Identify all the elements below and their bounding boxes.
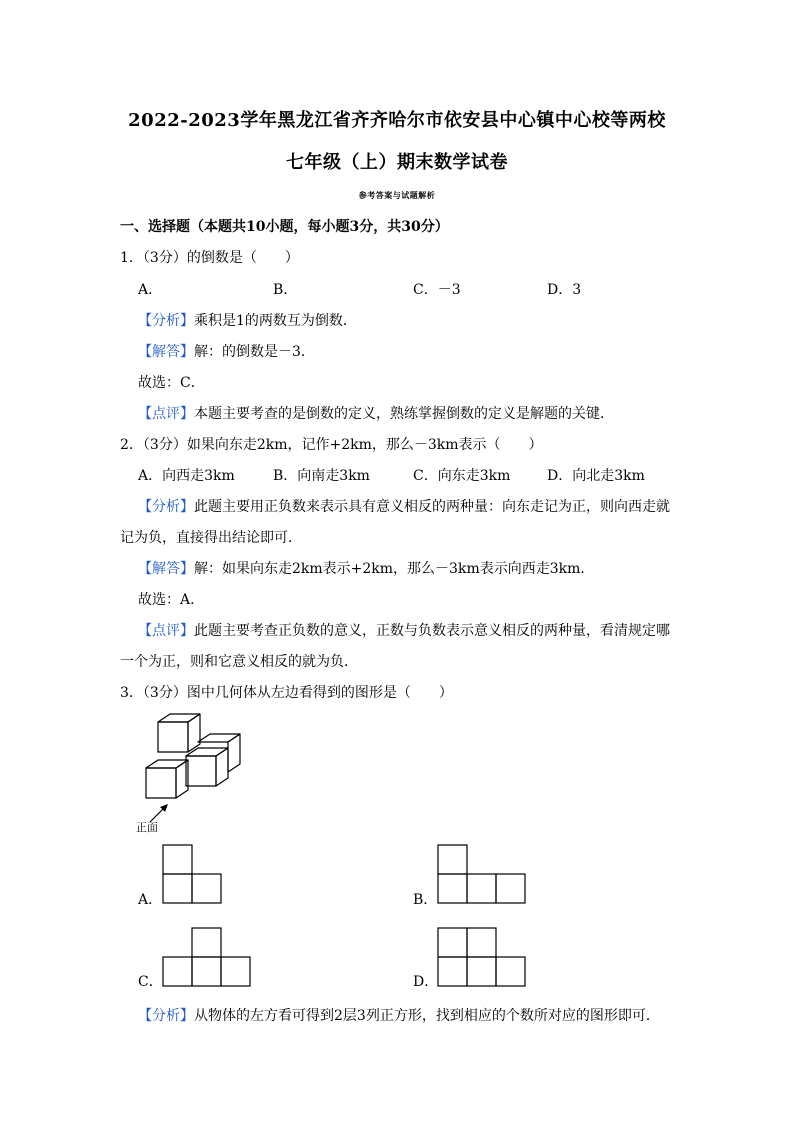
q2-answer-text: 解：如果向东走2km表示+2km，那么－3km表示向西走3km． (194, 561, 595, 577)
option-b-figure (437, 844, 526, 904)
analysis-tag: 【分析】 (138, 1008, 194, 1024)
title-line-1: 2022-2023学年黑龙江省齐齐哈尔市依安县中心镇中心校等两校 (128, 110, 666, 131)
q2-comment (138, 621, 670, 641)
q2-comment-text-1: 此题主要考查正负数的意义，正数与负数表示意义相反的两种量，看清规定哪 (194, 623, 670, 639)
q3-option-a: A． (138, 892, 163, 908)
comment-tag: 【点评】 (138, 406, 194, 422)
comment-tag: 【点评】 (138, 623, 194, 639)
analysis-tag: 【分析】 (138, 499, 194, 515)
q1-comment (138, 404, 614, 424)
q1-option-b: B． (273, 282, 298, 298)
q1-answer-text: 解：的倒数是－3． (194, 344, 315, 360)
q1-analysis-text: 乘积是1的两数互为倒数． (194, 313, 357, 329)
title-line-2: 七年级（上）期末数学试卷 (286, 152, 508, 173)
option-a-figure (162, 844, 222, 904)
q3-option-d: D． (413, 974, 439, 990)
q1-option-a: A． (138, 282, 163, 298)
q3-stem: 3．（3分）图中几何体从左边看得到的图形是（ ） (120, 685, 453, 701)
q1-option-d: D．3 (547, 282, 582, 298)
q2-option-b: B．向南走3km (273, 468, 370, 484)
q1-analysis (138, 311, 357, 331)
q2-analysis-line-2: 记为负，直接得出结论即可． (120, 530, 302, 546)
option-d-figure (437, 927, 526, 987)
q3-analysis (138, 1006, 660, 1026)
q2-stem: 2．（3分）如果向东走2km，记作+2km，那么－3km表示（ ） (120, 437, 543, 453)
q3-option-b: B． (413, 892, 438, 908)
option-c-figure (162, 927, 251, 987)
section-heading: 一、选择题（本题共10小题，每小题3分，共30分） (120, 219, 449, 235)
q3-analysis-text: 从物体的左方看可得到2层3列正方形，找到相应的个数所对应的图形即可． (194, 1008, 660, 1024)
q3-option-c: C． (138, 974, 163, 990)
q1-choice: 故选：C． (138, 375, 205, 391)
q2-comment-line-2: 一个为正，则和它意义相反的就为负． (120, 654, 358, 670)
q1-answer (138, 342, 315, 362)
q2-option-a: A．向西走3km (138, 468, 235, 484)
q2-analysis (138, 497, 670, 517)
figure-label-front: 正面 (136, 821, 158, 834)
q2-analysis-text-1: 此题主要用正负数来表示具有意义相反的两种量：向东走记为正，则向西走就 (194, 499, 670, 515)
analysis-tag: 【分析】 (138, 313, 194, 329)
q1-stem: 1．（3分）的倒数是（ ） (120, 250, 299, 266)
q2-choice: 故选：A． (138, 592, 205, 608)
subtitle: 参考答案与试题解析 (358, 190, 436, 200)
q1-comment-text: 本题主要考查的是倒数的定义，熟练掌握倒数的定义是解题的关键． (194, 406, 614, 422)
q2-answer (138, 559, 594, 579)
cube-stack-figure (136, 710, 256, 830)
q2-option-c: C．向东走3km (413, 468, 511, 484)
q1-option-c: C．－3 (413, 282, 461, 298)
answer-tag: 【解答】 (138, 561, 194, 577)
q2-option-d: D．向北走3km (547, 468, 645, 484)
answer-tag: 【解答】 (138, 344, 194, 360)
